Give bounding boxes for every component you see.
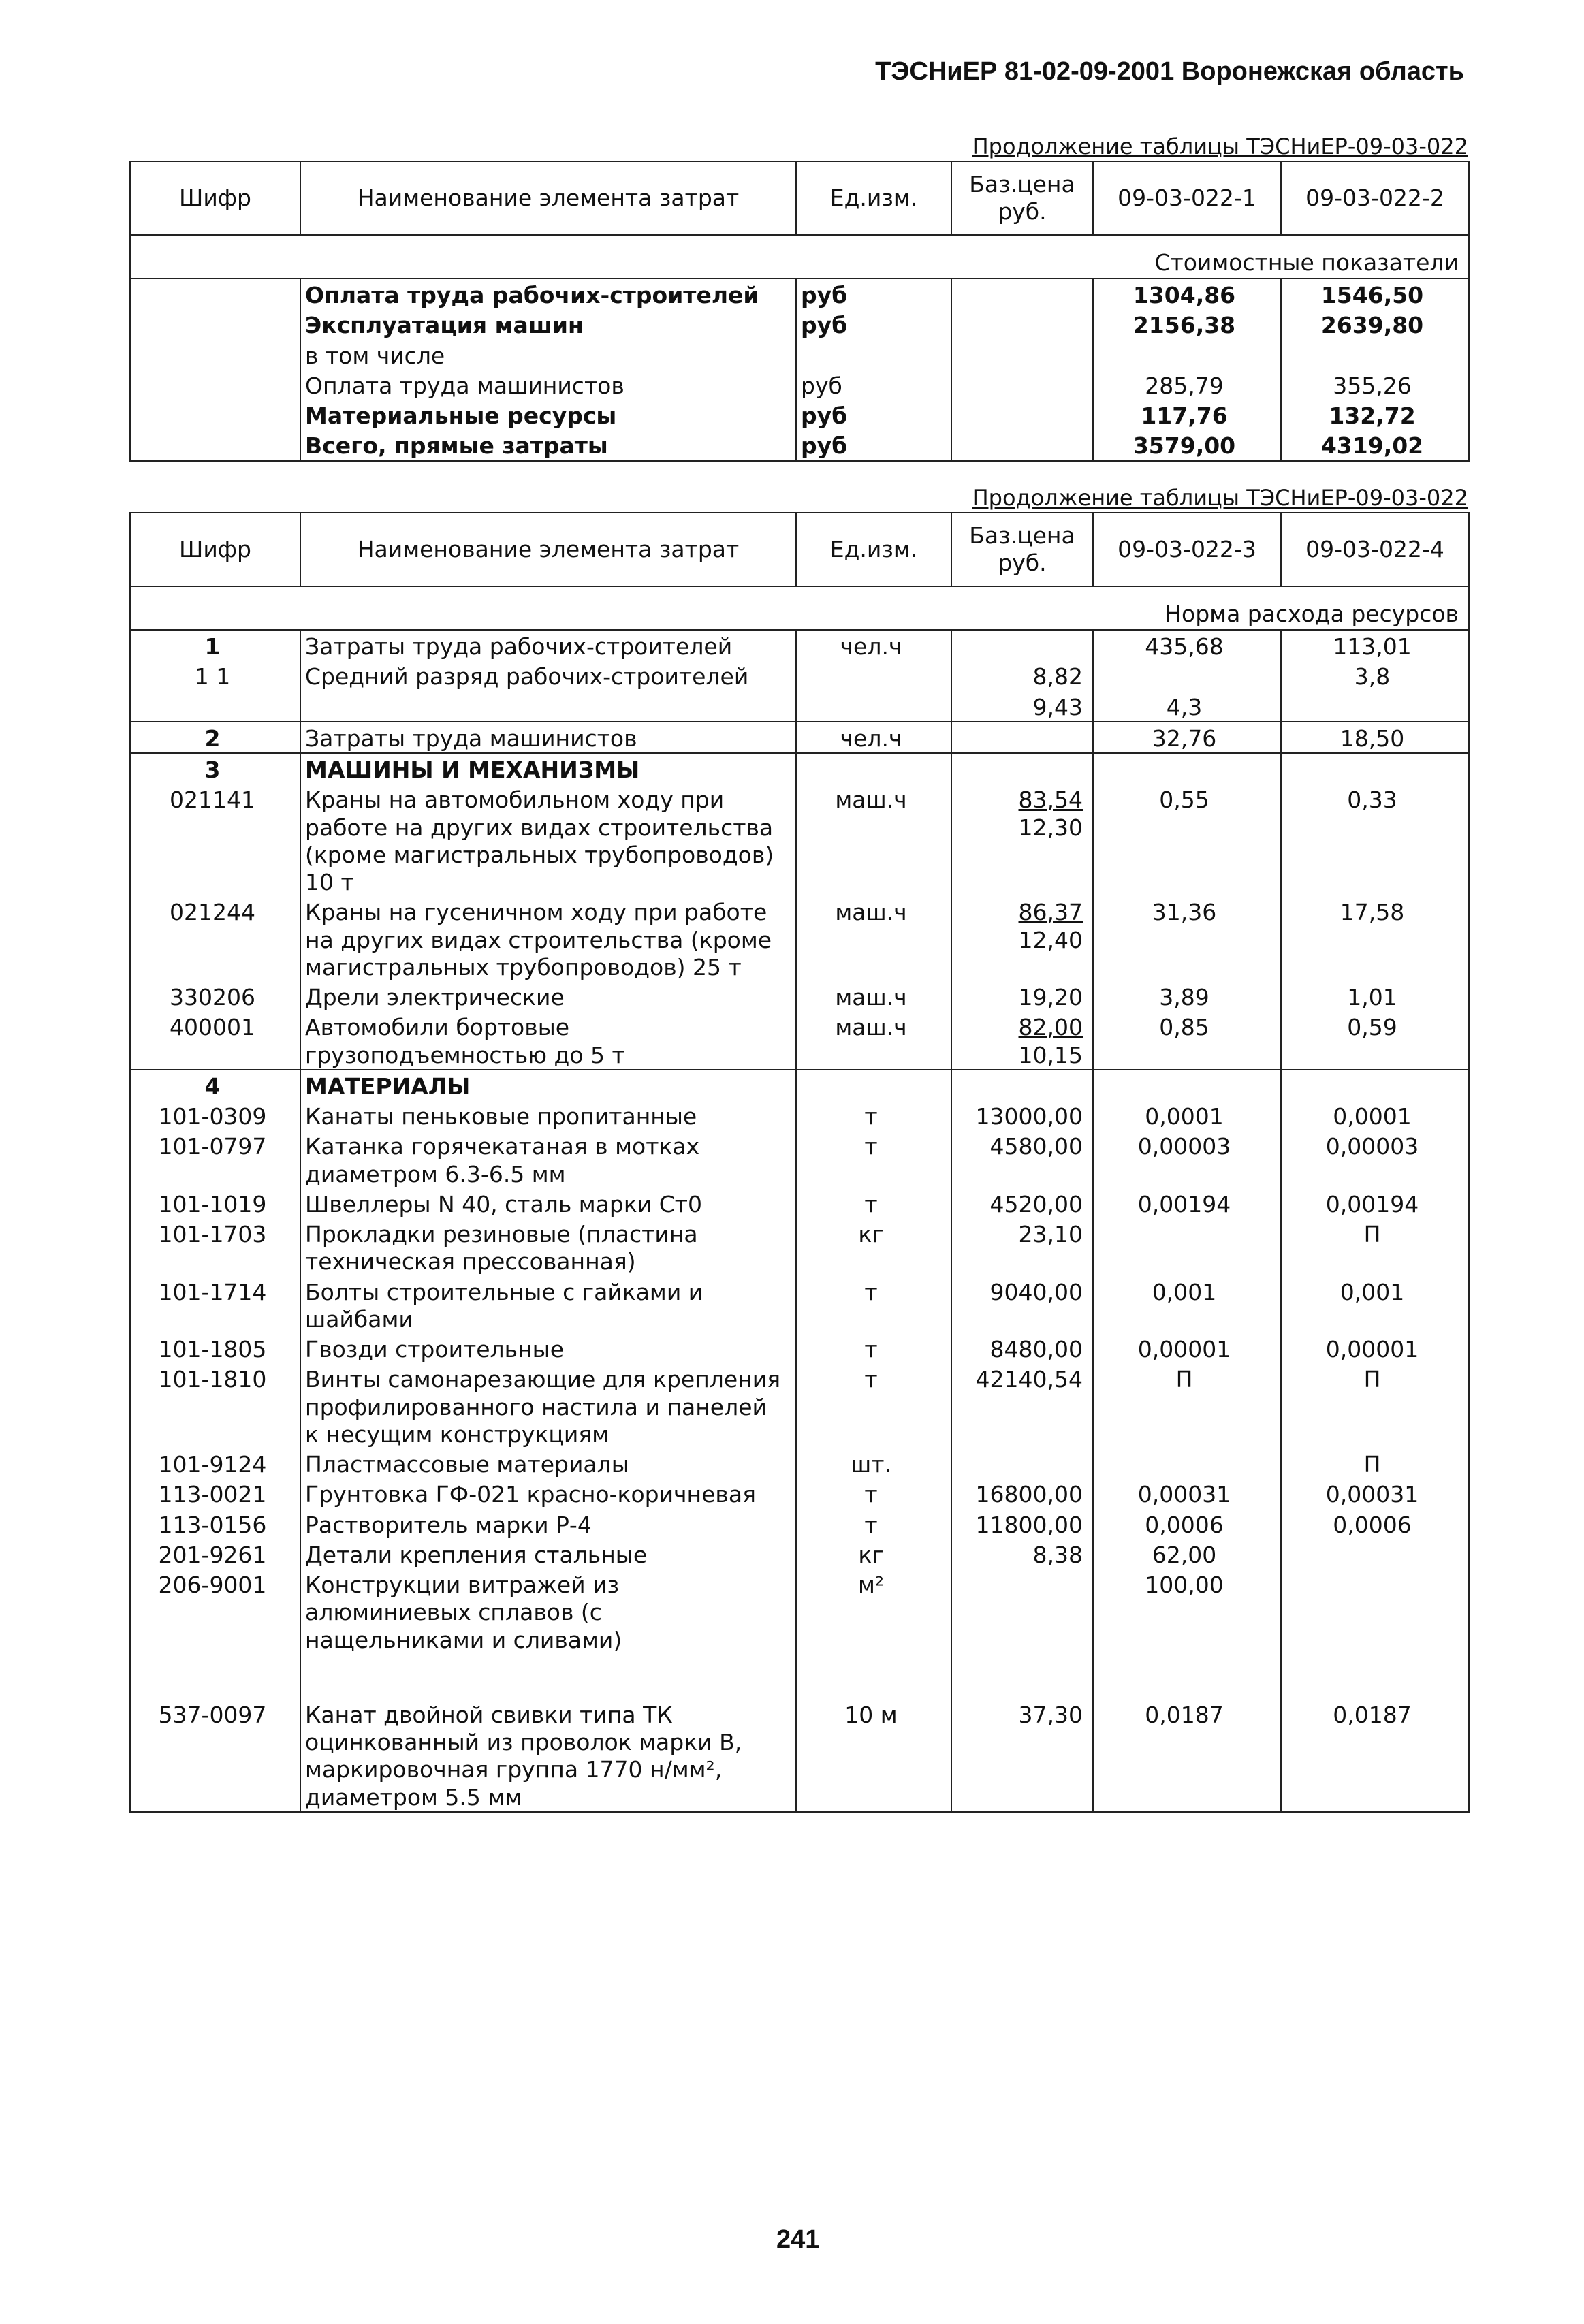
row-value-1: 0,0187 bbox=[1093, 1699, 1281, 1813]
row-value-2: 0,0001 bbox=[1281, 1100, 1469, 1130]
row-value-1: 3,89 bbox=[1093, 981, 1281, 1011]
table-row bbox=[130, 630, 1469, 660]
row-unit: м² bbox=[796, 1569, 951, 1654]
row-name: Затраты труда машинистов bbox=[300, 722, 796, 753]
row-unit: т bbox=[796, 1363, 951, 1448]
row-value-1: 0,001 bbox=[1093, 1276, 1281, 1334]
table-row bbox=[130, 430, 1469, 461]
row-code: 101-0797 bbox=[130, 1130, 300, 1188]
document-title: ТЭСНиЕР 81-02-09-2001 Воронежская область bbox=[875, 57, 1464, 86]
col-name-header: Наименование элемента затрат bbox=[300, 513, 796, 586]
table-row bbox=[130, 1218, 1469, 1276]
row-price: 13000,00 bbox=[951, 1100, 1093, 1130]
row-price: 19,20 bbox=[951, 981, 1093, 1011]
row-value-2: 113,01 bbox=[1281, 630, 1469, 660]
col-unit-header: Ед.изм. bbox=[796, 513, 951, 586]
table2-subheader: Норма расхода ресурсов bbox=[130, 586, 1469, 630]
table-row bbox=[130, 1276, 1469, 1334]
col-price-header: Баз.цена руб. bbox=[951, 513, 1093, 586]
row-code: 101-1019 bbox=[130, 1188, 300, 1218]
row-value-2: 0,00001 bbox=[1281, 1333, 1469, 1363]
row-value-2: 0,00031 bbox=[1281, 1478, 1469, 1508]
row-code: 2 bbox=[130, 722, 300, 753]
row-value-2: 0,00194 bbox=[1281, 1188, 1469, 1218]
row-name: Детали крепления стальные bbox=[300, 1539, 796, 1569]
section-header-row bbox=[130, 753, 1469, 784]
row-name: Канаты пеньковые пропитанные bbox=[300, 1100, 796, 1130]
row-value-2: 0,0006 bbox=[1281, 1509, 1469, 1539]
row-unit: руб bbox=[796, 370, 951, 400]
col-6-header: 09-03-022-4 bbox=[1281, 513, 1469, 586]
table-row bbox=[130, 1569, 1469, 1654]
row-code: 201-9261 bbox=[130, 1539, 300, 1569]
row-name: Материальные ресурсы bbox=[300, 400, 796, 430]
table1-subheader: Стоимостные показатели bbox=[130, 235, 1469, 278]
row-code: 537-0097 bbox=[130, 1699, 300, 1813]
col-name-header: Наименование элемента затрат bbox=[300, 161, 796, 235]
row-unit: маш.ч bbox=[796, 981, 951, 1011]
row-price: 37,30 bbox=[951, 1699, 1093, 1813]
row-value-1: 435,68 bbox=[1093, 630, 1281, 660]
row-value-1: 117,76 bbox=[1093, 400, 1281, 430]
row-name: Прокладки резиновые (пластина техническая прессованная) bbox=[300, 1218, 796, 1276]
cost-indicators-table bbox=[129, 161, 1470, 462]
row-price: 16800,00 bbox=[951, 1478, 1093, 1508]
section-code: 4 bbox=[130, 1070, 300, 1100]
row-value-2: 1,01 bbox=[1281, 981, 1469, 1011]
row-code: 1 bbox=[130, 630, 300, 660]
row-price-secondary: 12,40 bbox=[1018, 926, 1083, 953]
row-name: Оплата труда рабочих-строителей bbox=[300, 278, 796, 309]
row-value-2: 355,26 bbox=[1281, 370, 1469, 400]
row-value-2: 0,00003 bbox=[1281, 1130, 1469, 1188]
row-value-1: П bbox=[1093, 1363, 1281, 1448]
row-code: 021244 bbox=[130, 896, 300, 981]
row-code: 101-1805 bbox=[130, 1333, 300, 1363]
table-row bbox=[130, 1333, 1469, 1363]
row-unit: руб bbox=[796, 430, 951, 461]
row-value-1: 1304,86 bbox=[1093, 278, 1281, 309]
table-row bbox=[130, 896, 1469, 981]
row-unit: т bbox=[796, 1333, 951, 1363]
row-name: Пластмассовые материалы bbox=[300, 1448, 796, 1478]
row-name: Растворитель марки Р-4 bbox=[300, 1509, 796, 1539]
table-row bbox=[130, 1188, 1469, 1218]
row-code: 113-0156 bbox=[130, 1509, 300, 1539]
row-name: Катанка горячекатаная в мотках диаметром 6.3-6.5 мм bbox=[300, 1130, 796, 1188]
row-name: Дрели электрические bbox=[300, 981, 796, 1011]
row-value-2: 0,0187 bbox=[1281, 1699, 1469, 1813]
col-code-header: Шифр bbox=[130, 513, 300, 586]
row-value-2: П bbox=[1281, 1448, 1469, 1478]
row-unit: 10 м bbox=[796, 1699, 951, 1813]
col-code-header: Шифр bbox=[130, 161, 300, 235]
table-row bbox=[130, 400, 1469, 430]
row-value-1: 0,00003 bbox=[1093, 1130, 1281, 1188]
row-value-1: 0,0001 bbox=[1093, 1100, 1281, 1130]
row-price: 9,43 bbox=[951, 691, 1093, 722]
table-row bbox=[130, 1448, 1469, 1478]
row-name: Винты самонарезающие для крепления профилированного настила и панелей к несущим конструкциям bbox=[300, 1363, 796, 1448]
section-title: МАТЕРИАЛЫ bbox=[300, 1070, 796, 1100]
row-unit: маш.ч bbox=[796, 1011, 951, 1070]
row-price-secondary: 12,30 bbox=[1018, 814, 1083, 841]
row-price: 23,10 bbox=[951, 1218, 1093, 1276]
table-row bbox=[130, 784, 1469, 896]
table-row bbox=[130, 722, 1469, 753]
row-price: 82,00 bbox=[1018, 1014, 1083, 1041]
row-code: 1 1 bbox=[130, 660, 300, 690]
table-row bbox=[130, 370, 1469, 400]
row-value-2: 0,59 bbox=[1281, 1011, 1469, 1070]
row-unit: т bbox=[796, 1188, 951, 1218]
row-code: 400001 bbox=[130, 1011, 300, 1070]
section-title: МАШИНЫ И МЕХАНИЗМЫ bbox=[300, 753, 796, 784]
row-price: 11800,00 bbox=[951, 1509, 1093, 1539]
table-row bbox=[130, 1509, 1469, 1539]
page-number: 241 bbox=[776, 2225, 820, 2254]
row-price: 4580,00 bbox=[951, 1130, 1093, 1188]
row-price: 42140,54 bbox=[951, 1363, 1093, 1448]
row-price: 83,54 bbox=[1018, 786, 1083, 814]
row-name: Канат двойной свивки типа ТК оцинкованный из проволок марки В, маркировочная группа 1770 н/мм², диаметром 5.5 мм bbox=[300, 1699, 796, 1813]
row-unit: т bbox=[796, 1100, 951, 1130]
table-row bbox=[130, 691, 1469, 722]
row-code: 101-0309 bbox=[130, 1100, 300, 1130]
row-unit: маш.ч bbox=[796, 784, 951, 896]
row-value-2: 132,72 bbox=[1281, 400, 1469, 430]
row-value-1: 62,00 bbox=[1093, 1539, 1281, 1569]
row-value-2: 0,33 bbox=[1281, 784, 1469, 896]
row-value-1: 285,79 bbox=[1093, 370, 1281, 400]
row-value-2: 1546,50 bbox=[1281, 278, 1469, 309]
row-value-2: 2639,80 bbox=[1281, 309, 1469, 339]
table-row bbox=[130, 1699, 1469, 1813]
row-unit: кг bbox=[796, 1539, 951, 1569]
spacer-row bbox=[130, 1654, 1469, 1699]
row-price: 8,38 bbox=[951, 1539, 1093, 1569]
row-name: Всего, прямые затраты bbox=[300, 430, 796, 461]
row-price-secondary: 10,15 bbox=[1018, 1041, 1083, 1068]
table-row bbox=[130, 1100, 1469, 1130]
table-row bbox=[130, 1011, 1469, 1070]
col-price-header: Баз.цена руб. bbox=[951, 161, 1093, 235]
row-code: 101-9124 bbox=[130, 1448, 300, 1478]
row-value-1: 0,55 bbox=[1093, 784, 1281, 896]
row-name: Болты строительные с гайками и шайбами bbox=[300, 1276, 796, 1334]
row-value-1: 0,00194 bbox=[1093, 1188, 1281, 1218]
row-value-1: 4,3 bbox=[1093, 691, 1281, 722]
col-5-header: 09-03-022-1 bbox=[1093, 161, 1281, 235]
row-unit: шт. bbox=[796, 1448, 951, 1478]
row-code: 330206 bbox=[130, 981, 300, 1011]
row-value-1: 31,36 bbox=[1093, 896, 1281, 981]
row-unit: руб bbox=[796, 400, 951, 430]
row-value-2: 3,8 bbox=[1281, 660, 1469, 690]
row-name: Краны на гусеничном ходу при работе на других видах строительства (кроме магистральных трубопроводов) 25 т bbox=[300, 896, 796, 981]
row-unit: т bbox=[796, 1478, 951, 1508]
row-value-1: 0,00031 bbox=[1093, 1478, 1281, 1508]
row-name: Швеллеры N 40, сталь марки Ст0 bbox=[300, 1188, 796, 1218]
row-name: Конструкции витражей из алюминиевых сплавов (с нащельниками и сливами) bbox=[300, 1569, 796, 1654]
table-row bbox=[130, 1363, 1469, 1448]
row-unit: чел.ч bbox=[796, 630, 951, 660]
section-header-row bbox=[130, 1070, 1469, 1100]
table-row bbox=[130, 309, 1469, 339]
row-code: 206-9001 bbox=[130, 1569, 300, 1654]
col-unit-header: Ед.изм. bbox=[796, 161, 951, 235]
row-value-1: 32,76 bbox=[1093, 722, 1281, 753]
row-value-1: 100,00 bbox=[1093, 1569, 1281, 1654]
row-value-2: 17,58 bbox=[1281, 896, 1469, 981]
row-unit: маш.ч bbox=[796, 896, 951, 981]
resource-norms-table bbox=[129, 512, 1470, 1813]
table-row bbox=[130, 1130, 1469, 1188]
row-value-1: 0,00001 bbox=[1093, 1333, 1281, 1363]
row-value-2: 0,001 bbox=[1281, 1276, 1469, 1334]
col-6-header: 09-03-022-2 bbox=[1281, 161, 1469, 235]
table-row bbox=[130, 340, 1469, 370]
row-code: 101-1714 bbox=[130, 1276, 300, 1334]
row-value-2: П bbox=[1281, 1218, 1469, 1276]
section-code: 3 bbox=[130, 753, 300, 784]
table-row bbox=[130, 278, 1469, 309]
row-name: Эксплуатация машин bbox=[300, 309, 796, 339]
table-row bbox=[130, 981, 1469, 1011]
row-value-1: 0,0006 bbox=[1093, 1509, 1281, 1539]
row-code: 101-1810 bbox=[130, 1363, 300, 1448]
row-price: 8480,00 bbox=[951, 1333, 1093, 1363]
row-value-1: 0,85 bbox=[1093, 1011, 1281, 1070]
row-name: Оплата труда машинистов bbox=[300, 370, 796, 400]
table-row bbox=[130, 1478, 1469, 1508]
col-5-header: 09-03-022-3 bbox=[1093, 513, 1281, 586]
row-value-1: 2156,38 bbox=[1093, 309, 1281, 339]
table-row bbox=[130, 1539, 1469, 1569]
row-value-1: 3579,00 bbox=[1093, 430, 1281, 461]
row-value-2: П bbox=[1281, 1363, 1469, 1448]
row-price: 8,82 bbox=[951, 660, 1093, 690]
row-unit: т bbox=[796, 1130, 951, 1188]
row-code: 101-1703 bbox=[130, 1218, 300, 1276]
row-name: Затраты труда рабочих-строителей bbox=[300, 630, 796, 660]
row-name: в том числе bbox=[300, 340, 796, 370]
row-code: 113-0021 bbox=[130, 1478, 300, 1508]
row-value-2: 4319,02 bbox=[1281, 430, 1469, 461]
table-row bbox=[130, 660, 1469, 690]
row-price: 4520,00 bbox=[951, 1188, 1093, 1218]
row-price: 86,37 bbox=[1018, 899, 1083, 926]
row-unit: кг bbox=[796, 1218, 951, 1276]
table2-continuation: Продолжение таблицы ТЭСНиЕР-09-03-022 bbox=[972, 485, 1468, 511]
row-unit: руб bbox=[796, 309, 951, 339]
row-name: Средний разряд рабочих-строителей bbox=[300, 660, 796, 690]
row-unit: т bbox=[796, 1509, 951, 1539]
row-price: 9040,00 bbox=[951, 1276, 1093, 1334]
row-code: 021141 bbox=[130, 784, 300, 896]
row-unit: т bbox=[796, 1276, 951, 1334]
row-name: Краны на автомобильном ходу при работе на других видах строительства (кроме магистральных трубопроводов) 10 т bbox=[300, 784, 796, 896]
row-unit: руб bbox=[796, 278, 951, 309]
row-name: Автомобили бортовые грузоподъемностью до 5 т bbox=[300, 1011, 796, 1070]
row-name: Гвозди строительные bbox=[300, 1333, 796, 1363]
row-name: Грунтовка ГФ-021 красно-коричневая bbox=[300, 1478, 796, 1508]
row-unit: чел.ч bbox=[796, 722, 951, 753]
table1-continuation: Продолжение таблицы ТЭСНиЕР-09-03-022 bbox=[972, 133, 1468, 159]
row-value-2: 18,50 bbox=[1281, 722, 1469, 753]
